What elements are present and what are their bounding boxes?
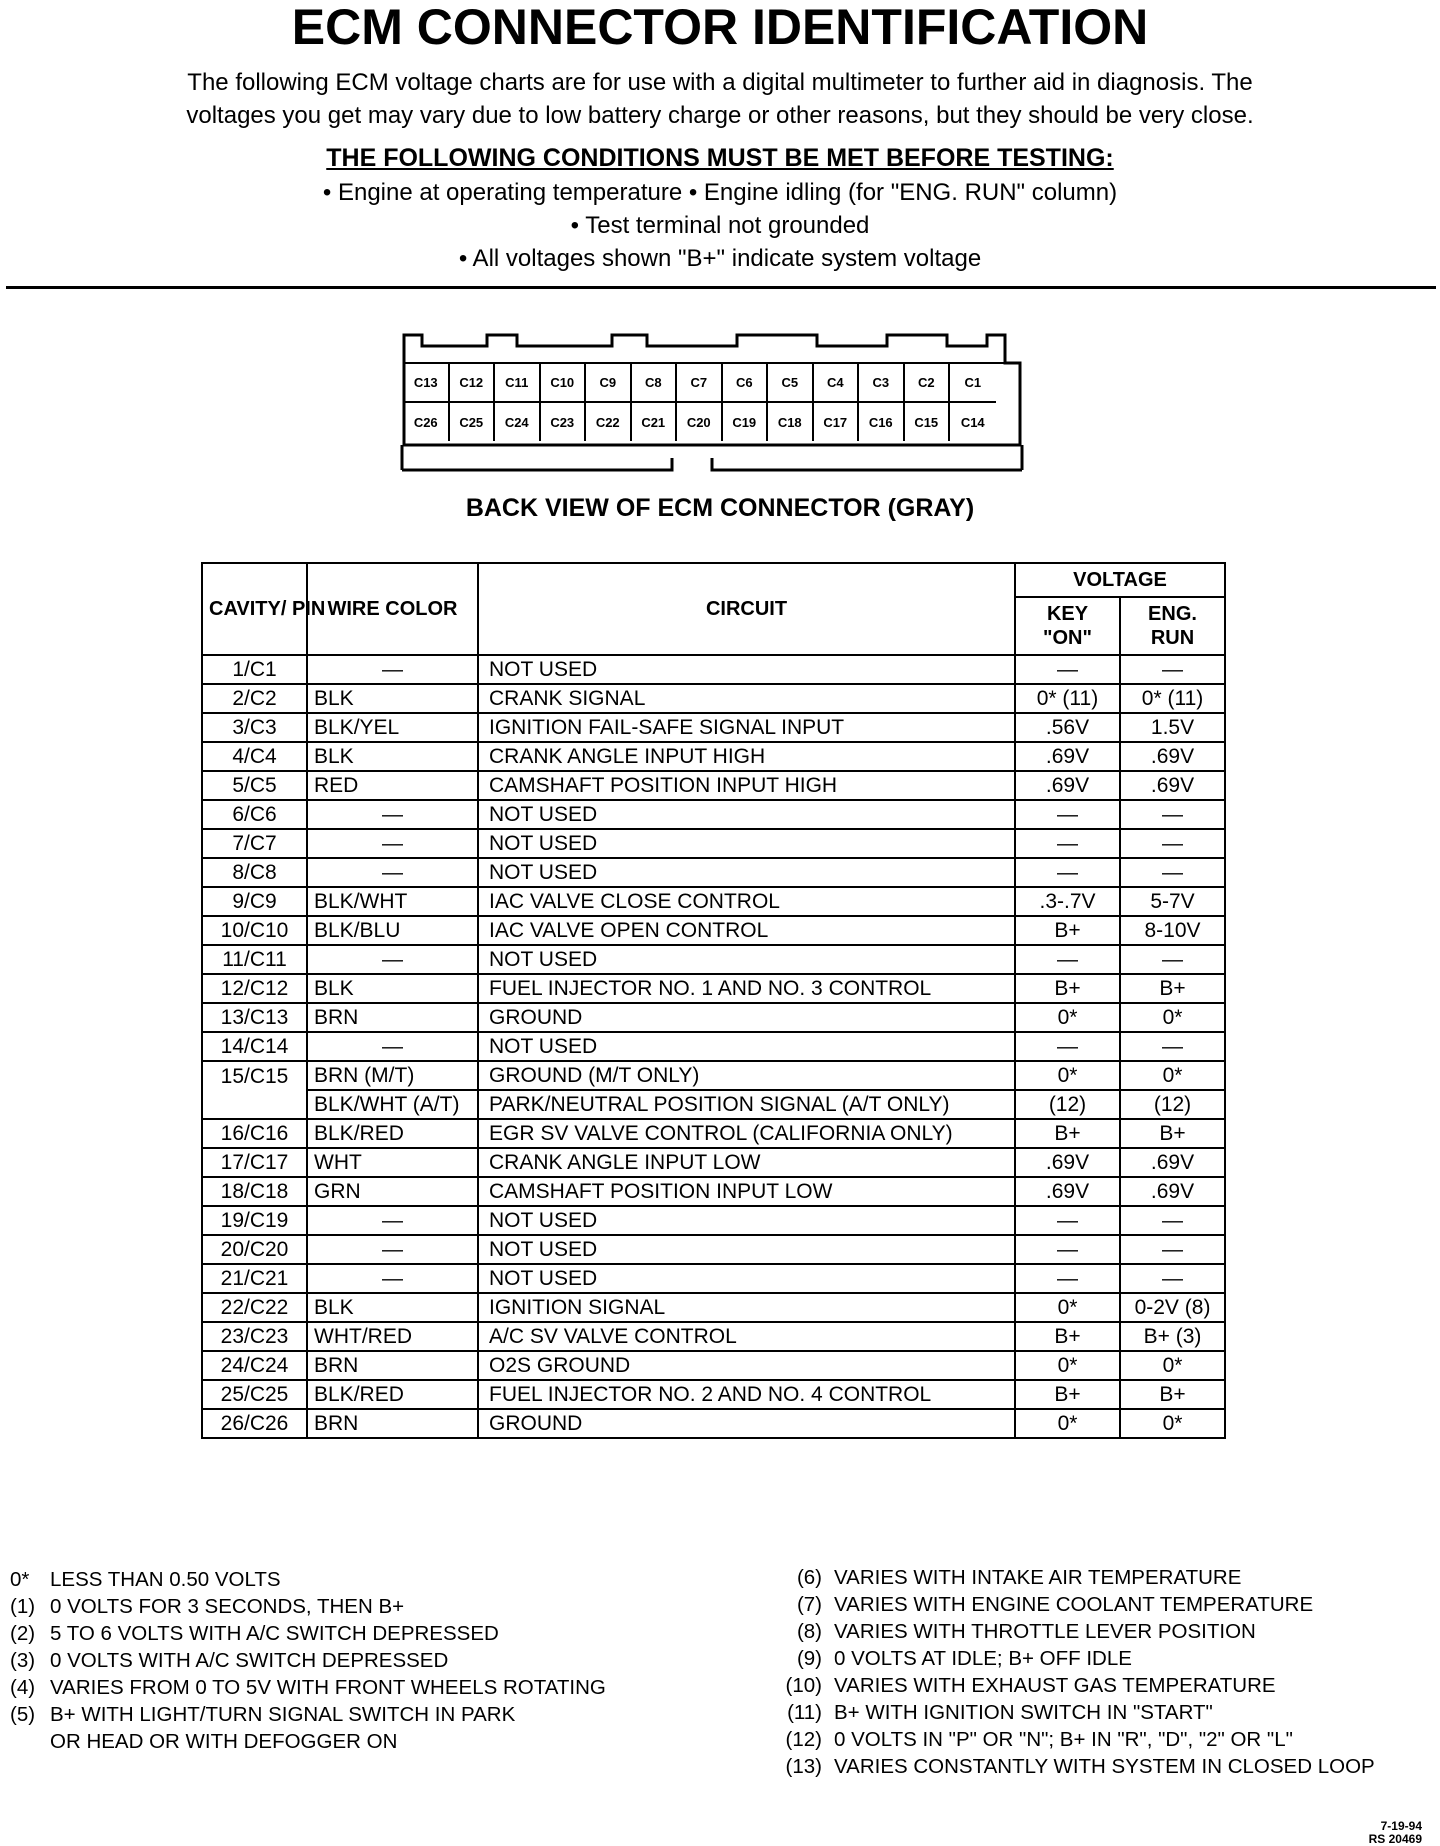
cell-pin: 18/C18 [202, 1177, 307, 1206]
cell-eng-run: — [1120, 829, 1225, 858]
cell-wire-color: BLK [307, 1293, 478, 1322]
cell-key-on: .69V [1015, 1177, 1120, 1206]
table-body [202, 655, 1225, 1438]
cell-pin: 7/C7 [202, 829, 307, 858]
cell-eng-run: — [1120, 655, 1225, 684]
footnote-text: LESS THAN 0.50 VOLTS [50, 1568, 281, 1591]
footnote [10, 1728, 606, 1755]
cell-pin: 5/C5 [202, 771, 307, 800]
cell-key-on: — [1015, 858, 1120, 887]
doc-date: 7-19-94 [1380, 1819, 1422, 1833]
footnote-text: B+ WITH IGNITION SWITCH IN "START" [834, 1701, 1213, 1724]
cell-pin: 20/C20 [202, 1235, 307, 1264]
table-row [202, 1090, 1225, 1119]
cell-key-on: .69V [1015, 1148, 1120, 1177]
connector-pin: C24 [495, 403, 541, 441]
cell-wire-color: BRN [307, 1409, 478, 1438]
cell-circuit: CRANK ANGLE INPUT LOW [478, 1148, 1015, 1177]
cell-key-on: — [1015, 800, 1120, 829]
cell-wire-color: WHT [307, 1148, 478, 1177]
cell-key-on: 0* [1015, 1409, 1120, 1438]
cell-wire-color: BRN [307, 1003, 478, 1032]
cell-pin: 6/C6 [202, 800, 307, 829]
header-pin: CAVITY/ PIN [202, 563, 307, 655]
connector-caption: BACK VIEW OF ECM CONNECTOR (GRAY) [465, 494, 975, 522]
cell-eng-run: 1.5V [1120, 713, 1225, 742]
footnote-code: (4) [10, 1676, 36, 1699]
cell-pin: 16/C16 [202, 1119, 307, 1148]
header-key-on: KEY "ON" [1015, 597, 1120, 655]
connector-pin: C20 [677, 403, 723, 441]
footnote-text: VARIES FROM 0 TO 5V WITH FRONT WHEELS ROTATING [50, 1676, 606, 1699]
header-eng-run: ENG. RUN [1120, 597, 1225, 655]
cell-pin: 10/C10 [202, 916, 307, 945]
cell-pin: 14/C14 [202, 1032, 307, 1061]
connector-pin: C18 [768, 403, 814, 441]
footnote-code: (11) [787, 1701, 822, 1724]
footnote-code [10, 1728, 50, 1755]
cell-wire-color: — [307, 1264, 478, 1293]
cell-wire-color: RED [307, 771, 478, 800]
footnote-code: (8) [796, 1620, 822, 1643]
section-divider [6, 286, 1436, 289]
table-row [202, 887, 1225, 916]
cell-key-on: B+ [1015, 916, 1120, 945]
table-row [202, 1235, 1225, 1264]
footnote-text: 0 VOLTS WITH A/C SWITCH DEPRESSED [50, 1649, 449, 1672]
cell-circuit: NOT USED [478, 1032, 1015, 1061]
footnote-code: (3) [10, 1649, 36, 1672]
cell-pin: 8/C8 [202, 858, 307, 887]
cell-circuit: NOT USED [478, 858, 1015, 887]
table-row [202, 1119, 1225, 1148]
condition-line-3: • All voltages shown "B+" indicate system voltage [458, 245, 982, 272]
cell-key-on: — [1015, 945, 1120, 974]
footnote [770, 1591, 1375, 1618]
cell-circuit: EGR SV VALVE CONTROL (CALIFORNIA ONLY) [478, 1119, 1015, 1148]
cell-pin: 9/C9 [202, 887, 307, 916]
cell-eng-run: .69V [1120, 771, 1225, 800]
cell-wire-color: WHT/RED [307, 1322, 478, 1351]
doc-code: RS 20469 [1368, 1832, 1422, 1846]
table-row [202, 916, 1225, 945]
footnote-text: VARIES WITH INTAKE AIR TEMPERATURE [834, 1566, 1242, 1589]
table-row [202, 1206, 1225, 1235]
cell-eng-run: B+ (3) [1120, 1322, 1225, 1351]
cell-key-on: — [1015, 1206, 1120, 1235]
intro-line-2: voltages you get may vary due to low battery charge or other reasons, but they should be very close. [186, 102, 1254, 129]
table-row [202, 771, 1225, 800]
connector-pin: C16 [859, 403, 905, 441]
cell-wire-color: BLK/RED [307, 1380, 478, 1409]
cell-eng-run: 0* [1120, 1409, 1225, 1438]
footnote [770, 1564, 1375, 1591]
footnote [10, 1566, 606, 1593]
cell-pin: 1/C1 [202, 655, 307, 684]
cell-wire-color: BRN (M/T) [307, 1061, 478, 1090]
cell-eng-run: — [1120, 858, 1225, 887]
cell-wire-color: BLK/BLU [307, 916, 478, 945]
table-row [202, 1409, 1225, 1438]
footnote-code: (6) [796, 1566, 822, 1589]
connector-pin: C15 [905, 403, 951, 441]
cell-circuit: IAC VALVE OPEN CONTROL [478, 916, 1015, 945]
cell-circuit: CRANK SIGNAL [478, 684, 1015, 713]
cell-key-on: .69V [1015, 742, 1120, 771]
cell-pin: 19/C19 [202, 1206, 307, 1235]
ecm-voltage-table [201, 562, 1226, 1439]
cell-eng-run: B+ [1120, 974, 1225, 1003]
pin-row-top [404, 363, 996, 401]
footnote-text: 5 TO 6 VOLTS WITH A/C SWITCH DEPRESSED [50, 1622, 499, 1645]
cell-wire-color: — [307, 829, 478, 858]
intro-paragraph [40, 66, 1400, 132]
table-row [202, 1264, 1225, 1293]
connector-pin: C4 [814, 363, 860, 401]
footnote [770, 1753, 1375, 1780]
cell-wire-color: BLK/YEL [307, 713, 478, 742]
footnote-text: 0 VOLTS AT IDLE; B+ OFF IDLE [834, 1647, 1132, 1670]
table-row [202, 742, 1225, 771]
table-row [202, 1003, 1225, 1032]
cell-key-on: B+ [1015, 1322, 1120, 1351]
cell-key-on: 0* [1015, 1293, 1120, 1322]
page-title: ECM CONNECTOR IDENTIFICATION [291, 0, 1149, 55]
cell-wire-color: BLK [307, 742, 478, 771]
cell-eng-run: B+ [1120, 1380, 1225, 1409]
connector-pin: C21 [632, 403, 678, 441]
cell-wire-color: — [307, 1235, 478, 1264]
table-row [202, 655, 1225, 684]
cell-circuit: FUEL INJECTOR NO. 2 AND NO. 4 CONTROL [478, 1380, 1015, 1409]
connector-pin: C11 [495, 363, 541, 401]
footnote-text: VARIES WITH THROTTLE LEVER POSITION [834, 1620, 1256, 1643]
cell-eng-run: 0* [1120, 1061, 1225, 1090]
connector-pin: C22 [586, 403, 632, 441]
cell-eng-run: B+ [1120, 1119, 1225, 1148]
table-row [202, 1177, 1225, 1206]
cell-circuit: NOT USED [478, 800, 1015, 829]
table-row [202, 1061, 1225, 1090]
table-row [202, 684, 1225, 713]
notes-right-column [770, 1564, 1375, 1780]
connector-pin: C26 [404, 403, 450, 441]
cell-wire-color: BLK/WHT (A/T) [307, 1090, 478, 1119]
cell-pin [202, 1090, 307, 1119]
cell-pin: 25/C25 [202, 1380, 307, 1409]
cell-pin: 17/C17 [202, 1148, 307, 1177]
connector-pin: C5 [768, 363, 814, 401]
footnote-text: 0 VOLTS IN "P" OR "N"; B+ IN "R", "D", "2" OR "L" [834, 1728, 1293, 1751]
table-row [202, 974, 1225, 1003]
cell-eng-run: — [1120, 1206, 1225, 1235]
footnote-text: VARIES CONSTANTLY WITH SYSTEM IN CLOSED LOOP [834, 1755, 1375, 1778]
cell-key-on: B+ [1015, 1380, 1120, 1409]
cell-circuit: CRANK ANGLE INPUT HIGH [478, 742, 1015, 771]
cell-pin: 23/C23 [202, 1322, 307, 1351]
connector-pin: C17 [814, 403, 860, 441]
cell-circuit: NOT USED [478, 1206, 1015, 1235]
cell-circuit: A/C SV VALVE CONTROL [478, 1322, 1015, 1351]
cell-key-on: B+ [1015, 974, 1120, 1003]
footnote-code: 0* [10, 1568, 30, 1591]
cell-key-on: 0* [1015, 1003, 1120, 1032]
footnote-text: VARIES WITH EXHAUST GAS TEMPERATURE [834, 1674, 1276, 1697]
footnote-code: (13) [785, 1755, 822, 1778]
cell-circuit: NOT USED [478, 1264, 1015, 1293]
cell-eng-run: — [1120, 1032, 1225, 1061]
connector-pin: C1 [964, 374, 982, 390]
cell-circuit: IAC VALVE CLOSE CONTROL [478, 887, 1015, 916]
header-circuit: CIRCUIT [478, 563, 1015, 655]
cell-pin: 24/C24 [202, 1351, 307, 1380]
cell-pin: 12/C12 [202, 974, 307, 1003]
cell-pin: 15/C15 [202, 1061, 307, 1090]
header-voltage: VOLTAGE [1015, 563, 1225, 597]
cell-wire-color: — [307, 1032, 478, 1061]
cell-circuit: NOT USED [478, 655, 1015, 684]
table-row [202, 1322, 1225, 1351]
cell-key-on: B+ [1015, 1119, 1120, 1148]
cell-eng-run: 0-2V (8) [1120, 1293, 1225, 1322]
cell-wire-color: BLK/WHT [307, 887, 478, 916]
cell-circuit: NOT USED [478, 829, 1015, 858]
footnote [10, 1701, 606, 1728]
connector-pin: C9 [586, 363, 632, 401]
table-row [202, 713, 1225, 742]
cell-key-on: — [1015, 655, 1120, 684]
conditions-heading: THE FOLLOWING CONDITIONS MUST BE MET BEFORE TESTING: [326, 144, 1114, 172]
footnote-text: VARIES WITH ENGINE COOLANT TEMPERATURE [834, 1593, 1314, 1616]
connector-pin: C8 [632, 363, 678, 401]
footnote [10, 1674, 606, 1701]
pin-grid [404, 363, 996, 441]
cell-key-on: .3-.7V [1015, 887, 1120, 916]
cell-wire-color: — [307, 800, 478, 829]
cell-key-on: (12) [1015, 1090, 1120, 1119]
cell-wire-color: — [307, 1206, 478, 1235]
cell-wire-color: — [307, 945, 478, 974]
footnote [770, 1699, 1375, 1726]
connector-pin: C6 [723, 363, 769, 401]
footnote-text: 0 VOLTS FOR 3 SECONDS, THEN B+ [50, 1595, 405, 1618]
connector-pin: C14 [960, 414, 985, 430]
cell-wire-color: BLK/RED [307, 1119, 478, 1148]
cell-circuit: IGNITION FAIL-SAFE SIGNAL INPUT [478, 713, 1015, 742]
cell-eng-run: 0* [1120, 1003, 1225, 1032]
cell-key-on: — [1015, 829, 1120, 858]
cell-key-on: .56V [1015, 713, 1120, 742]
footnote [770, 1726, 1375, 1753]
cell-circuit: GROUND [478, 1003, 1015, 1032]
cell-circuit: GROUND [478, 1409, 1015, 1438]
cell-eng-run: — [1120, 1264, 1225, 1293]
cell-key-on: — [1015, 1235, 1120, 1264]
footnote-text: OR HEAD OR WITH DEFOGGER ON [50, 1730, 398, 1753]
connector-pin: C19 [723, 403, 769, 441]
connector-pin: C3 [859, 363, 905, 401]
cell-key-on: 0* (11) [1015, 684, 1120, 713]
cell-circuit: NOT USED [478, 1235, 1015, 1264]
cell-wire-color: BLK [307, 974, 478, 1003]
cell-pin: 11/C11 [202, 945, 307, 974]
cell-key-on: .69V [1015, 771, 1120, 800]
cell-key-on: — [1015, 1264, 1120, 1293]
cell-circuit: GROUND (M/T ONLY) [478, 1061, 1015, 1090]
pin-row-bottom [404, 401, 996, 441]
cell-eng-run: (12) [1120, 1090, 1225, 1119]
connector-pin: C10 [541, 363, 587, 401]
table-row [202, 1351, 1225, 1380]
table-row [202, 1032, 1225, 1061]
footnote-code: (1) [10, 1595, 36, 1618]
footnote [770, 1645, 1375, 1672]
footnote [10, 1647, 606, 1674]
cell-eng-run: 8-10V [1120, 916, 1225, 945]
cell-key-on: 0* [1015, 1351, 1120, 1380]
cell-pin: 22/C22 [202, 1293, 307, 1322]
cell-eng-run: — [1120, 945, 1225, 974]
footnote [10, 1620, 606, 1647]
footnote [10, 1593, 606, 1620]
cell-circuit: NOT USED [478, 945, 1015, 974]
cell-wire-color: GRN [307, 1177, 478, 1206]
footnote-code: (7) [796, 1593, 822, 1616]
table-row [202, 1380, 1225, 1409]
cell-key-on: — [1015, 1032, 1120, 1061]
cell-eng-run: 0* [1120, 1351, 1225, 1380]
connector-pin: C7 [677, 363, 723, 401]
cell-eng-run: — [1120, 800, 1225, 829]
cell-wire-color: — [307, 858, 478, 887]
ecm-connector-diagram [402, 318, 1022, 470]
header-wire-color: WIRE COLOR [307, 563, 478, 655]
cell-pin: 4/C4 [202, 742, 307, 771]
cell-eng-run: 5-7V [1120, 887, 1225, 916]
cell-circuit: FUEL INJECTOR NO. 1 AND NO. 3 CONTROL [478, 974, 1015, 1003]
cell-circuit: CAMSHAFT POSITION INPUT HIGH [478, 771, 1015, 800]
table-row [202, 1148, 1225, 1177]
connector-pin: C2 [905, 363, 951, 401]
cell-pin: 2/C2 [202, 684, 307, 713]
table-row [202, 829, 1225, 858]
footnote-code: (9) [796, 1647, 822, 1670]
cell-wire-color: BLK [307, 684, 478, 713]
cell-eng-run: — [1120, 1235, 1225, 1264]
connector-pin: C23 [541, 403, 587, 441]
footnote-code: (10) [785, 1674, 822, 1697]
footnote [770, 1618, 1375, 1645]
table-row [202, 858, 1225, 887]
table-row [202, 800, 1225, 829]
condition-line-1: • Engine at operating temperature • Engine idling (for "ENG. RUN" column) [322, 179, 1118, 206]
footnote-code: (12) [785, 1728, 822, 1751]
connector-pin: C25 [450, 403, 496, 441]
connector-pin: C13 [404, 363, 450, 401]
cell-circuit: PARK/NEUTRAL POSITION SIGNAL (A/T ONLY) [478, 1090, 1015, 1119]
cell-eng-run: .69V [1120, 1148, 1225, 1177]
cell-pin: 21/C21 [202, 1264, 307, 1293]
cell-key-on: 0* [1015, 1061, 1120, 1090]
footnote-code: (5) [10, 1703, 36, 1726]
cell-circuit: O2S GROUND [478, 1351, 1015, 1380]
footnote [770, 1672, 1375, 1699]
condition-line-2: • Test terminal not grounded [570, 212, 870, 239]
table-row [202, 1293, 1225, 1322]
connector-pin: C12 [450, 363, 496, 401]
cell-pin: 26/C26 [202, 1409, 307, 1438]
cell-circuit: IGNITION SIGNAL [478, 1293, 1015, 1322]
footnote-code: (2) [10, 1622, 36, 1645]
footnote-text: B+ WITH LIGHT/TURN SIGNAL SWITCH IN PARK [50, 1703, 516, 1726]
notes-left-column [10, 1566, 606, 1755]
cell-eng-run: .69V [1120, 742, 1225, 771]
cell-circuit: CAMSHAFT POSITION INPUT LOW [478, 1177, 1015, 1206]
cell-eng-run: 0* (11) [1120, 684, 1225, 713]
cell-wire-color: BRN [307, 1351, 478, 1380]
document-reference [1282, 1820, 1422, 1846]
intro-line-1: The following ECM voltage charts are for use with a digital multimeter to further aid in diagnosis. The [187, 69, 1253, 96]
cell-wire-color: — [307, 655, 478, 684]
cell-pin: 13/C13 [202, 1003, 307, 1032]
cell-pin: 3/C3 [202, 713, 307, 742]
cell-eng-run: .69V [1120, 1177, 1225, 1206]
table-row [202, 945, 1225, 974]
